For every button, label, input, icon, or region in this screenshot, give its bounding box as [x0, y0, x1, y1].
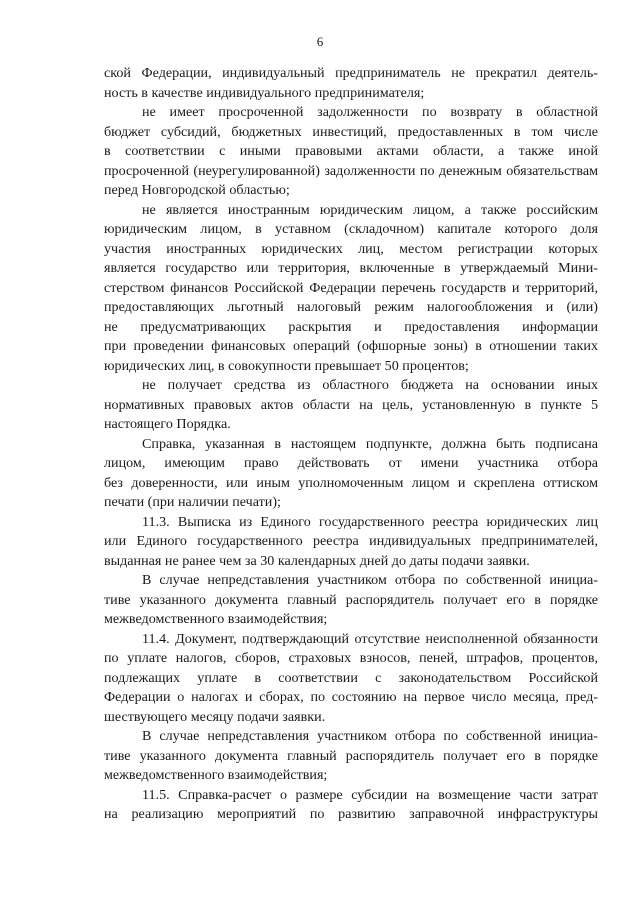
text-line: не предусматривающих раскрытия и предоставления информации	[104, 318, 598, 335]
text-line: бюджет субсидий, бюджетных инвестиций, предоставленных в том числе	[104, 123, 598, 140]
text-line: Справка, указанная в настоящем подпункте, должна быть подписана	[142, 435, 598, 452]
text-line: межведомственного взаимодействия;	[104, 611, 328, 627]
paragraph	[104, 103, 598, 201]
paragraph	[104, 64, 598, 103]
text-line: выданная не ранее чем за 30 календарных дней до даты подачи заявки.	[104, 552, 530, 569]
text-line: является государство или территория, включенные в утверждаемый Мини-	[104, 260, 598, 276]
text-line: межведомственного взаимодействия;	[104, 767, 328, 783]
text-line: В случае непредставления участником отбора по собственной инициа-	[142, 572, 598, 588]
text-line: без доверенности, или иным уполномоченным лицом и скреплена оттиском	[104, 474, 598, 491]
paragraph	[104, 727, 598, 786]
text-line: предоставляющих льготный налоговый режим налогообложения и (или)	[104, 299, 598, 315]
text-line: стерством финансов Российской Федерации перечень государств и территорий,	[104, 279, 598, 296]
text-line: тиве указанного документа главный распорядитель получает его в порядке	[104, 747, 598, 764]
text-line: ской Федерации, индивидуальный предприниматель не прекратил деятель-	[104, 65, 598, 81]
paragraph	[104, 571, 598, 630]
text-line: юридических лиц, в совокупности превышает 50 процентов;	[104, 357, 469, 374]
page-number: 6	[316, 34, 324, 49]
text-line: по уплате налогов, сборов, страховых взносов, пеней, штрафов, процентов,	[104, 650, 598, 666]
text-line: юридическим лицом, в уставном (складочном) капитале которого доля	[104, 221, 598, 237]
text-line: в соответствии с иными правовыми актами области, а также иной	[104, 143, 598, 159]
paragraph	[104, 435, 598, 513]
text-line: 11.5. Справка-расчет о размере субсидии на возмещение части затрат	[142, 786, 598, 803]
text-line: на реализацию мероприятий по развитию заправочной инфраструктуры	[104, 806, 598, 822]
text-line: не является иностранным юридическим лицом, а также российским	[142, 201, 598, 218]
text-line: при проведении финансовых операций (офшорные зоны) в отношении таких	[104, 338, 598, 354]
text-line: или Единого государственного реестра индивидуальных предпринимателей,	[104, 533, 598, 549]
text-line: не имеет просроченной задолженности по возврату в областной	[142, 104, 598, 120]
text-line: настоящего Порядка.	[104, 416, 231, 432]
text-line: нормативных правовых актов области на цель, установленную в пункте 5	[104, 396, 598, 413]
text-line: В случае непредставления участником отбора по собственной инициа-	[142, 728, 598, 744]
paragraph	[104, 786, 598, 825]
text-line: просроченной (неурегулированной) задолженности по денежным обязательствам	[104, 162, 598, 179]
paragraph	[104, 376, 598, 435]
text-line: тиве указанного документа главный распорядитель получает его в порядке	[104, 591, 598, 608]
paragraph	[104, 513, 598, 572]
text-line: лицом, имеющим право действовать от имени участника отбора	[104, 455, 598, 471]
paragraph	[104, 201, 598, 377]
text-line: подлежащих уплате в соответствии с законодательством Российской	[104, 669, 598, 686]
paragraph	[104, 630, 598, 728]
text-line: Федерации о налогах и сборах, по состоянию на первое число месяца, пред-	[104, 689, 598, 705]
text-line: не получает средства из областного бюджета на основании иных	[142, 377, 598, 393]
text-line: 11.4. Документ, подтверждающий отсутствие неисполненной обязанности	[142, 630, 598, 647]
document-body	[104, 64, 598, 825]
text-line: печати (при наличии печати);	[104, 494, 281, 510]
text-line: участия иностранных юридических лиц, местом регистрации которых	[104, 240, 598, 257]
text-line: ность в качестве индивидуального предпринимателя;	[104, 84, 425, 101]
text-line: шествующего месяцу подачи заявки.	[104, 708, 326, 725]
text-line: 11.3. Выписка из Единого государственного реестра юридических лиц	[142, 513, 598, 530]
text-line: перед Новгородской областью;	[104, 182, 290, 198]
